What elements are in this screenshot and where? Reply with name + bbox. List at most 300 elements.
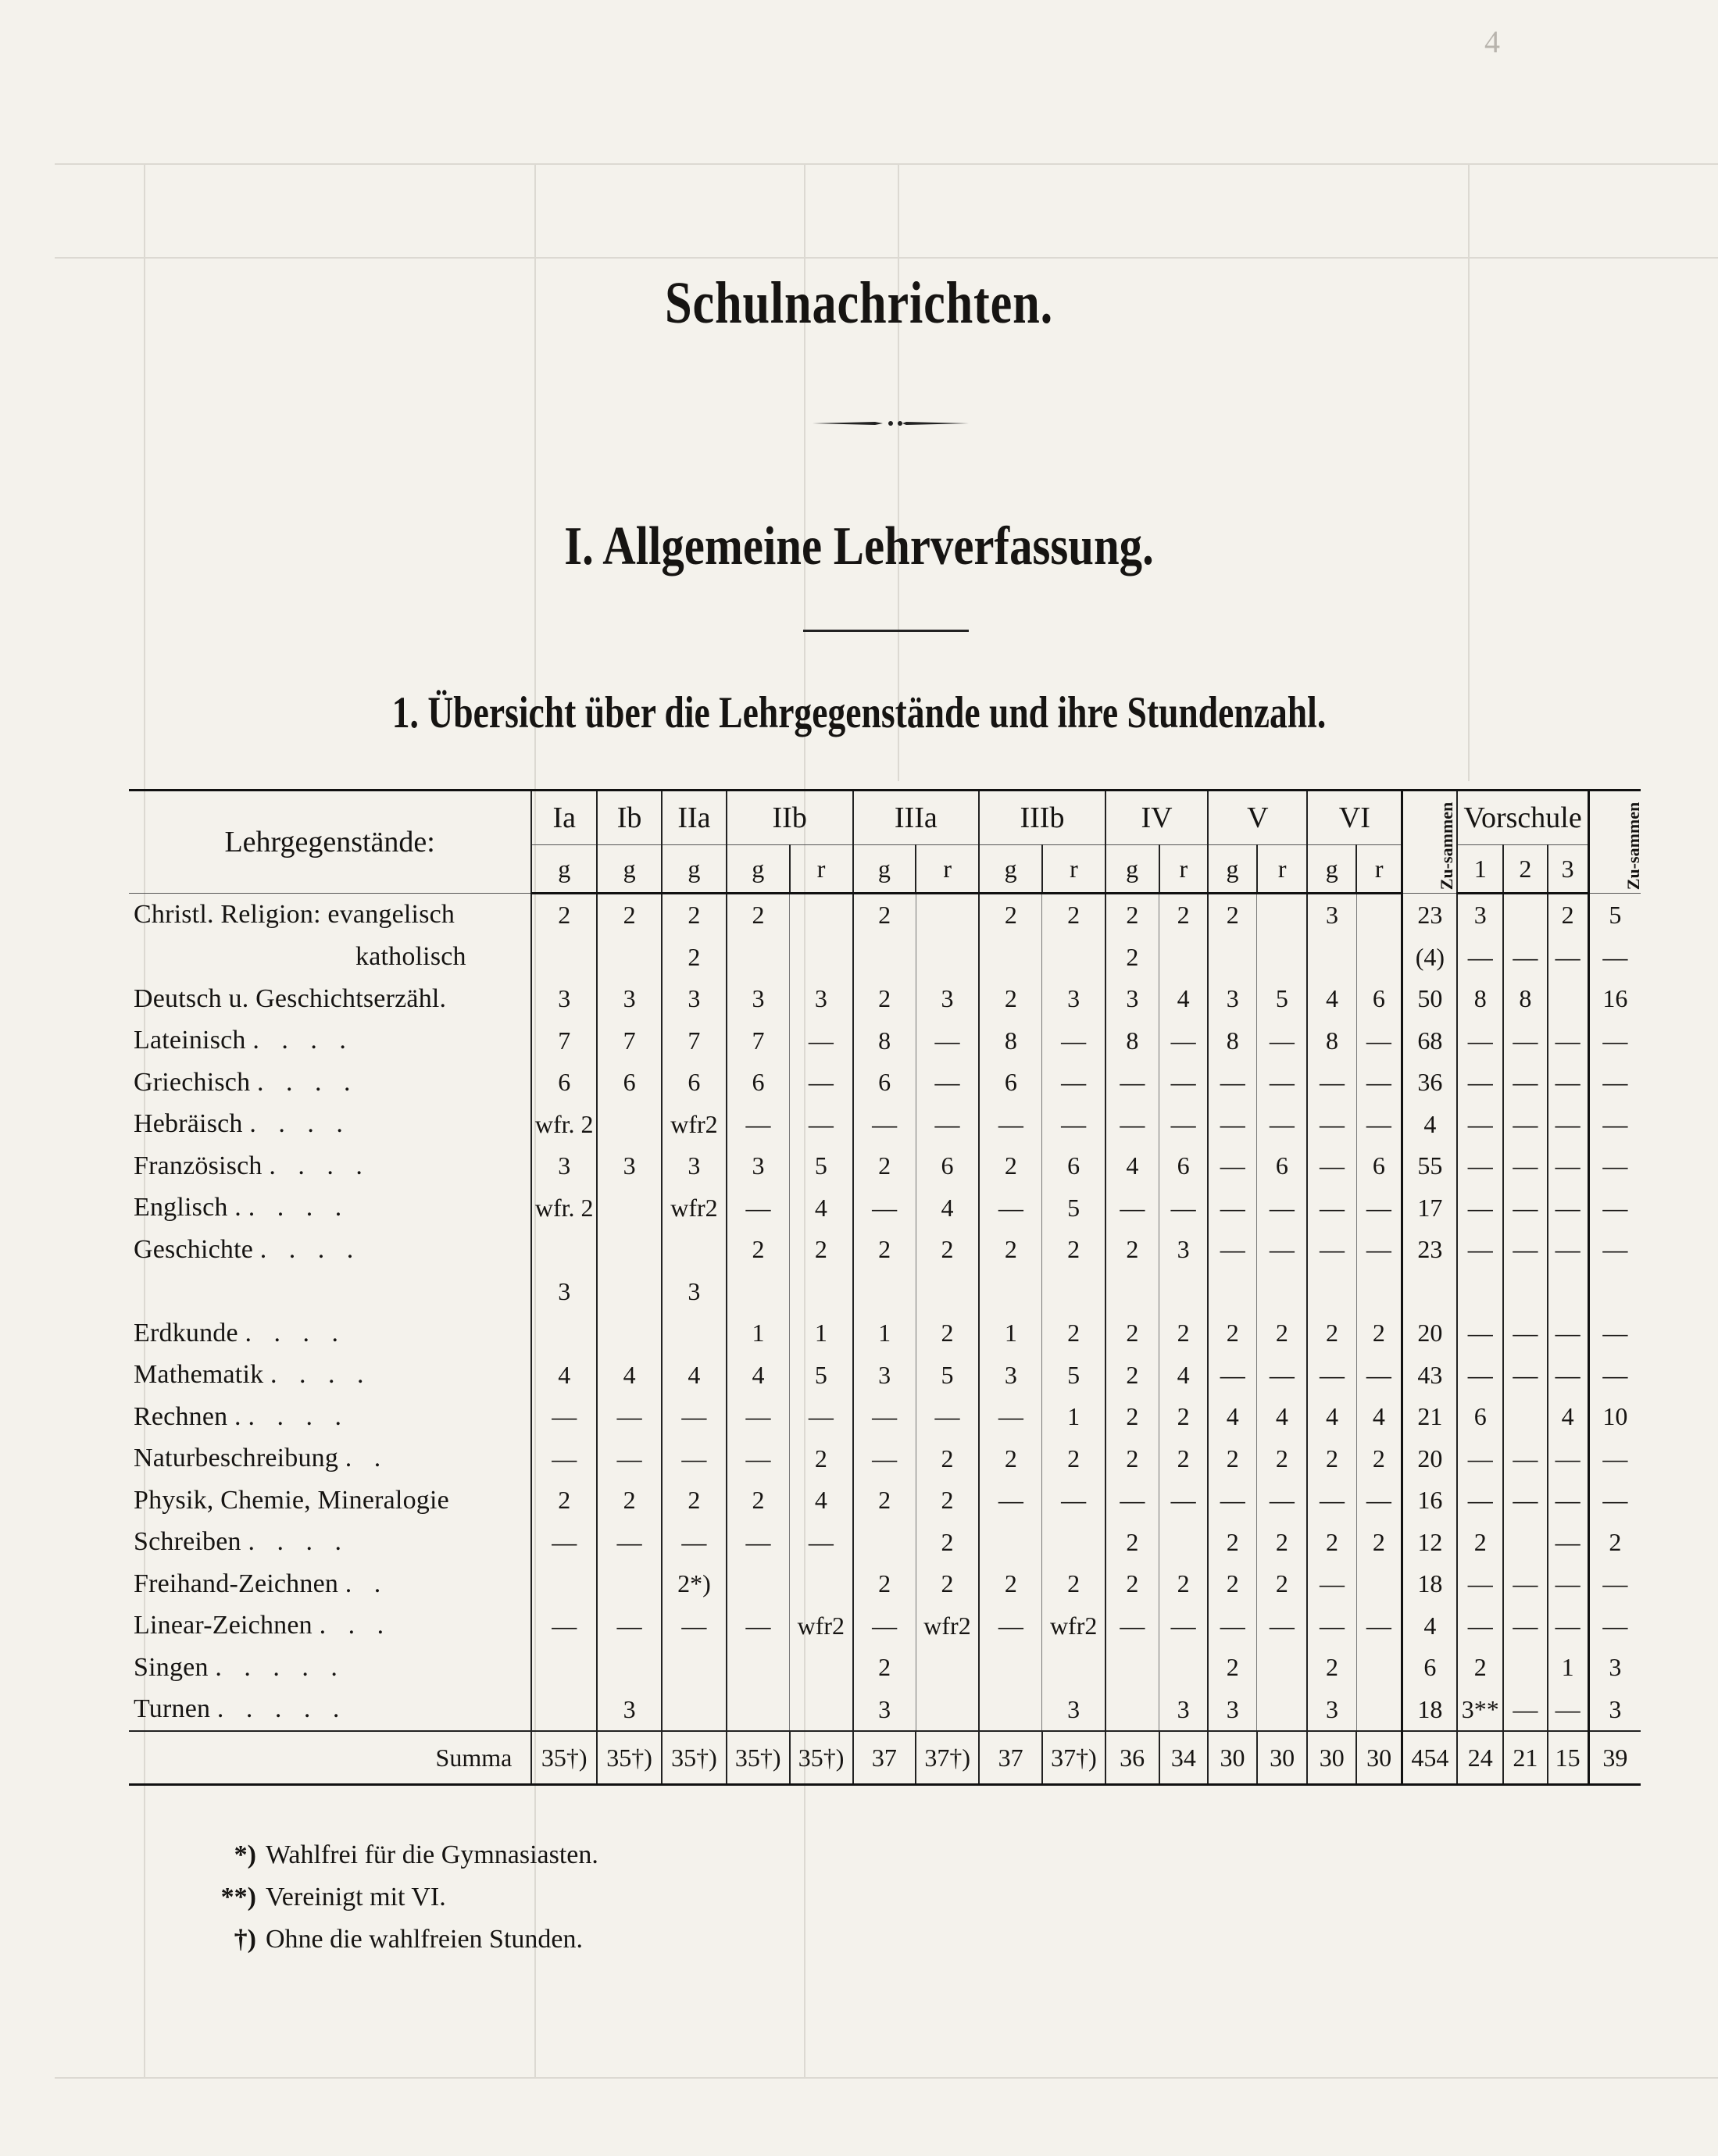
table-cell: 3 — [597, 1145, 662, 1187]
table-cell: 6 — [597, 1062, 662, 1104]
table-cell — [979, 1647, 1042, 1689]
table-cell: 2 — [1159, 894, 1209, 937]
summa-cell: 30 — [1356, 1731, 1402, 1785]
table-cell — [1042, 1271, 1105, 1313]
table-cell: wfr2 — [790, 1605, 853, 1647]
table-cell — [727, 1563, 790, 1605]
table-cell: — — [916, 1020, 979, 1062]
table-cell — [1503, 1396, 1548, 1438]
table-cell: — — [597, 1605, 662, 1647]
table-row — [129, 1480, 1641, 1522]
table-cell: — — [727, 1187, 790, 1230]
table-cell: 4 — [1307, 1396, 1356, 1438]
table-cell: — — [790, 1522, 853, 1564]
table-cell: 6 — [1457, 1396, 1503, 1438]
vorschule-sub-1: 1 — [1457, 845, 1503, 894]
table-cell: — — [1307, 1355, 1356, 1397]
table-cell: 2 — [1307, 1522, 1356, 1564]
table-cell: — — [1548, 1187, 1589, 1230]
table-cell: 2 — [1307, 1647, 1356, 1689]
table-cell: 3 — [531, 1271, 597, 1313]
table-cell: 55 — [1402, 1145, 1458, 1187]
class-header-iiia: IIIa — [853, 791, 980, 845]
table-cell — [790, 1647, 853, 1689]
summa-label: Summa — [129, 1731, 531, 1785]
table-cell: — — [1307, 1145, 1356, 1187]
table-cell: 2 — [916, 1229, 979, 1271]
summa-cell: 37 — [979, 1731, 1042, 1785]
table-cell: 2 — [662, 1480, 727, 1522]
table-cell: — — [1503, 1605, 1548, 1647]
table-cell: 4 — [916, 1187, 979, 1230]
table-cell — [531, 1312, 597, 1355]
table-cell: — — [1105, 1480, 1159, 1522]
table-cell: — — [1208, 1062, 1257, 1104]
table-cell: 3 — [597, 978, 662, 1020]
subject-label: Linear-Zeichnen . . . — [134, 1611, 392, 1640]
sub-header-r: r — [1042, 845, 1105, 894]
table-cell: — — [853, 1187, 916, 1230]
table-cell: wfr2 — [916, 1605, 979, 1647]
table-cell: 2 — [979, 978, 1042, 1020]
class-header-iib: IIb — [727, 791, 853, 845]
table-cell: — — [597, 1438, 662, 1480]
table-cell: — — [662, 1522, 727, 1564]
table-cell: 5 — [1257, 978, 1308, 1020]
table-cell: — — [1159, 1480, 1209, 1522]
table-cell: 2 — [662, 937, 727, 979]
table-cell: — — [531, 1438, 597, 1480]
subject-label: Erdkunde . . . . — [134, 1318, 346, 1348]
table-cell — [790, 1271, 853, 1313]
vorschule-sub-3: 3 — [1548, 845, 1589, 894]
table-cell: wfr2 — [1042, 1605, 1105, 1647]
table-row — [129, 1020, 1641, 1062]
subject-label: Turnen . . . . . — [134, 1694, 348, 1724]
section-heading: I. Allgemeine Lehrverfassung. — [564, 516, 1154, 576]
table-cell: 7 — [727, 1020, 790, 1062]
table-cell: — — [1503, 1480, 1548, 1522]
table-cell: 3 — [1588, 1647, 1641, 1689]
table-cell: 2 — [1356, 1438, 1402, 1480]
table-cell: — — [1457, 1229, 1503, 1271]
subject-label: Deutsch u. Geschichtserzähl. — [134, 983, 447, 1013]
subject-label: Singen . . . . . — [134, 1652, 345, 1682]
table-cell: — — [979, 1480, 1042, 1522]
table-cell: — — [727, 1396, 790, 1438]
table-cell: — — [1588, 1355, 1641, 1397]
table-cell: 2 — [1208, 1563, 1257, 1605]
table-cell: — — [1356, 1229, 1402, 1271]
table-cell: — — [1356, 1187, 1402, 1230]
table-cell — [531, 1563, 597, 1605]
table-cell: 4 — [790, 1480, 853, 1522]
table-row — [129, 1396, 1641, 1438]
table-cell: 3 — [727, 1145, 790, 1187]
table-cell: 18 — [1402, 1563, 1458, 1605]
table-cell: 6 — [1042, 1145, 1105, 1187]
table-cell: — — [1356, 1605, 1402, 1647]
table-cell: — — [1257, 1104, 1308, 1146]
table-cell: — — [1159, 1020, 1209, 1062]
table-row — [129, 1229, 1641, 1271]
table-cell: 18 — [1402, 1689, 1458, 1732]
table-cell — [1159, 1647, 1209, 1689]
table-cell: 4 — [1257, 1396, 1308, 1438]
table-cell: 2 — [1257, 1522, 1308, 1564]
table-cell: 2 — [1105, 1563, 1159, 1605]
table-cell: — — [1208, 1480, 1257, 1522]
table-cell: — — [1588, 1438, 1641, 1480]
table-cell — [1457, 1271, 1503, 1313]
table-cell: — — [916, 1104, 979, 1146]
table-cell: 8 — [853, 1020, 916, 1062]
table-cell — [1307, 1271, 1356, 1313]
table-cell: 1 — [790, 1312, 853, 1355]
table-cell: 5 — [1042, 1187, 1105, 1230]
table-cell: 2 — [531, 1480, 597, 1522]
table-cell: 8 — [1307, 1020, 1356, 1062]
table-cell: — — [1257, 1605, 1308, 1647]
table-cell — [597, 1647, 662, 1689]
table-cell: 2 — [979, 1438, 1042, 1480]
table-cell: 3 — [531, 978, 597, 1020]
table-cell: 7 — [662, 1020, 727, 1062]
subject-label: Hebräisch . . . . — [134, 1109, 351, 1139]
class-header-iiib: IIIb — [979, 791, 1105, 845]
table-cell: — — [727, 1438, 790, 1480]
table-cell: 5 — [1588, 894, 1641, 937]
summa-cell: 24 — [1457, 1731, 1503, 1785]
table-cell: 6 — [1257, 1145, 1308, 1187]
table-cell — [727, 1271, 790, 1313]
table-cell: 2 — [979, 1145, 1042, 1187]
table-cell: 16 — [1402, 1480, 1458, 1522]
table-cell: — — [1159, 1104, 1209, 1146]
table-cell: 2 — [790, 1229, 853, 1271]
table-cell: 20 — [1402, 1312, 1458, 1355]
table-cell — [1042, 1647, 1105, 1689]
table-cell: — — [916, 1396, 979, 1438]
table-cell — [1356, 1689, 1402, 1732]
table-cell: 2 — [853, 1647, 916, 1689]
table-cell: 16 — [1588, 978, 1641, 1020]
subject-label — [129, 1271, 531, 1313]
table-cell: — — [1457, 1145, 1503, 1187]
table-cell: 2 — [1042, 1312, 1105, 1355]
table-cell — [662, 1689, 727, 1732]
table-cell: — — [1588, 1020, 1641, 1062]
table-cell: — — [1356, 1020, 1402, 1062]
table-cell: 2 — [1105, 1522, 1159, 1564]
table-cell: 6 — [1356, 978, 1402, 1020]
sub-header-g: g — [662, 845, 727, 894]
table-cell: — — [1307, 1563, 1356, 1605]
table-cell — [1257, 894, 1308, 937]
table-cell: — — [1503, 1145, 1548, 1187]
table-cell: 2 — [597, 1480, 662, 1522]
table-cell: — — [1503, 1355, 1548, 1397]
short-rule — [803, 630, 969, 632]
subject-column-header: Lehrgegenstände: — [129, 791, 531, 894]
table-row — [129, 1187, 1641, 1230]
table-cell — [597, 1104, 662, 1146]
table-cell — [1208, 937, 1257, 979]
table-cell: 2 — [1159, 1396, 1209, 1438]
table-cell: — — [727, 1605, 790, 1647]
table-cell: 2 — [979, 1563, 1042, 1605]
table-cell: — — [1307, 1605, 1356, 1647]
zusammen-header: Zu-sammen — [1402, 791, 1458, 894]
table-cell: 2 — [727, 1480, 790, 1522]
table-cell — [979, 1522, 1042, 1564]
table-cell: 4 — [1402, 1605, 1458, 1647]
table-cell: 2 — [853, 1145, 916, 1187]
table-cell: — — [1105, 1187, 1159, 1230]
table-cell: — — [1588, 1187, 1641, 1230]
summa-cell: 37†) — [1042, 1731, 1105, 1785]
table-cell: — — [1457, 1605, 1503, 1647]
table-cell: 2 — [1105, 1438, 1159, 1480]
table-cell — [1356, 894, 1402, 937]
table-cell — [979, 1689, 1042, 1732]
table-cell — [1159, 1271, 1209, 1313]
subject-label: Geschichte . . . . — [134, 1234, 362, 1264]
table-cell: — — [1588, 1605, 1641, 1647]
sub-header-g: g — [597, 845, 662, 894]
table-cell — [597, 1271, 662, 1313]
table-cell: — — [727, 1522, 790, 1564]
table-cell: — — [1042, 1104, 1105, 1146]
table-cell — [1257, 1647, 1308, 1689]
table-cell: — — [916, 1062, 979, 1104]
table-cell: — — [1457, 1020, 1503, 1062]
table-cell: 3 — [597, 1689, 662, 1732]
table-cell — [790, 1563, 853, 1605]
table-cell: — — [662, 1396, 727, 1438]
page-number-bleed: 4 — [1484, 24, 1500, 59]
subject-label: Freihand-Zeichnen . . — [134, 1569, 389, 1598]
table-cell — [1257, 1271, 1308, 1313]
table-cell: 3 — [1159, 1689, 1209, 1732]
table-cell — [531, 1647, 597, 1689]
table-cell: — — [1307, 1187, 1356, 1230]
summa-row — [129, 1731, 1641, 1785]
table-cell: 6 — [853, 1062, 916, 1104]
table-cell: 2 — [1356, 1312, 1402, 1355]
table-cell — [1503, 1271, 1548, 1313]
table-cell: — — [531, 1522, 597, 1564]
table-cell: 5 — [916, 1355, 979, 1397]
table-cell: 2 — [1208, 894, 1257, 937]
table-cell: — — [1503, 1438, 1548, 1480]
table-cell: — — [1548, 1563, 1589, 1605]
subject-label: Englisch . . . . . — [134, 1193, 350, 1223]
table-cell: 2 — [1208, 1522, 1257, 1564]
table-cell: 8 — [1208, 1020, 1257, 1062]
table-cell: 36 — [1402, 1062, 1458, 1104]
table-cell: — — [1588, 1480, 1641, 1522]
lehrgegenstaende-table — [129, 789, 1641, 1786]
table-cell: — — [1503, 937, 1548, 979]
table-cell: — — [1105, 1605, 1159, 1647]
subject-label: Christl. Religion: evangelisch — [134, 900, 455, 930]
table-cell: 2 — [1457, 1647, 1503, 1689]
table-cell: 3 — [1588, 1689, 1641, 1732]
table-cell: — — [1457, 1438, 1503, 1480]
table-row — [129, 1647, 1641, 1689]
table-cell: — — [1548, 937, 1589, 979]
table-cell: 2 — [1105, 894, 1159, 937]
table-cell: 2 — [1356, 1522, 1402, 1564]
table-cell — [1503, 894, 1548, 937]
table-cell: 3 — [1208, 978, 1257, 1020]
table-cell: 2 — [916, 1563, 979, 1605]
table-cell: — — [662, 1438, 727, 1480]
table-cell: — — [597, 1396, 662, 1438]
table-cell: 3 — [790, 978, 853, 1020]
table-cell: 6 — [979, 1062, 1042, 1104]
subject-label: Schreiben . . . . — [134, 1527, 349, 1557]
sub-header-r: r — [1356, 845, 1402, 894]
table-cell: 12 — [1402, 1522, 1458, 1564]
table-cell: — — [979, 1104, 1042, 1146]
table-cell: — — [727, 1104, 790, 1146]
table-cell: — — [1457, 1104, 1503, 1146]
table-cell — [727, 1647, 790, 1689]
table-cell: 2 — [1042, 1563, 1105, 1605]
table-cell — [790, 894, 853, 937]
table-cell: — — [1457, 1312, 1503, 1355]
table-cell: 3 — [1105, 978, 1159, 1020]
table-cell: 68 — [1402, 1020, 1458, 1062]
table-cell: 2 — [1042, 894, 1105, 937]
table-cell: 3 — [1042, 978, 1105, 1020]
table-cell: — — [790, 1062, 853, 1104]
table-cell: — — [1588, 937, 1641, 979]
table-cell: 3 — [979, 1355, 1042, 1397]
table-cell: 2 — [1042, 1229, 1105, 1271]
table-cell — [597, 1312, 662, 1355]
table-cell: — — [531, 1605, 597, 1647]
table-cell: — — [790, 1020, 853, 1062]
table-cell: 2*) — [662, 1563, 727, 1605]
table-cell: — — [1503, 1104, 1548, 1146]
table-cell: — — [1457, 937, 1503, 979]
table-cell: — — [1042, 1020, 1105, 1062]
subject-label: Naturbeschreibung . . — [134, 1444, 389, 1473]
table-cell — [1356, 1563, 1402, 1605]
table-cell: 3 — [1042, 1689, 1105, 1732]
table-cell: — — [1457, 1062, 1503, 1104]
sub-header-g: g — [853, 845, 916, 894]
table-cell: 2 — [1457, 1522, 1503, 1564]
table-cell: — — [1257, 1229, 1308, 1271]
table-cell: 1 — [979, 1312, 1042, 1355]
table-cell: 3** — [1457, 1689, 1503, 1732]
summa-cell: 35†) — [597, 1731, 662, 1785]
table-cell: 4 — [1356, 1396, 1402, 1438]
table-cell: 3 — [1307, 1689, 1356, 1732]
table-cell: 50 — [1402, 978, 1458, 1020]
class-header-iia: IIa — [662, 791, 727, 845]
table-cell — [1257, 1689, 1308, 1732]
table-cell: wfr2 — [662, 1187, 727, 1230]
table-cell: 23 — [1402, 1229, 1458, 1271]
table-cell: — — [1548, 1020, 1589, 1062]
table-cell — [531, 1689, 597, 1732]
table-cell: — — [1208, 1145, 1257, 1187]
sub-header-g: g — [1105, 845, 1159, 894]
summa-cell: 39 — [1588, 1731, 1641, 1785]
table-cell — [597, 1563, 662, 1605]
summa-cell: 36 — [1105, 1731, 1159, 1785]
table-cell — [853, 1522, 916, 1564]
table-cell: 2 — [1159, 1438, 1209, 1480]
table-cell: 2 — [1257, 1438, 1308, 1480]
table-row — [129, 1522, 1641, 1564]
table-cell: 2 — [1159, 1312, 1209, 1355]
table-cell — [1042, 937, 1105, 979]
table-cell: — — [1548, 1145, 1589, 1187]
table-cell: 3 — [662, 1145, 727, 1187]
table-cell: 10 — [1588, 1396, 1641, 1438]
table-cell: — — [1208, 1605, 1257, 1647]
zusammen2-header: Zu-sammen — [1588, 791, 1641, 894]
table-cell: 2 — [1257, 1563, 1308, 1605]
table-cell: — — [1208, 1229, 1257, 1271]
table-cell — [979, 937, 1042, 979]
table-row — [129, 1062, 1641, 1104]
table-cell: 4 — [1159, 978, 1209, 1020]
table-cell — [1042, 1522, 1105, 1564]
table-cell: 4 — [790, 1187, 853, 1230]
subject-label: Mathematik . . . . — [134, 1360, 372, 1390]
table-cell — [1356, 937, 1402, 979]
table-cell: 3 — [853, 1355, 916, 1397]
table-body — [129, 894, 1641, 1785]
table-cell: — — [1105, 1062, 1159, 1104]
table-row — [129, 1605, 1641, 1647]
table-cell: 2 — [1105, 1396, 1159, 1438]
table-cell: — — [1257, 1355, 1308, 1397]
table-cell: wfr. 2 — [531, 1104, 597, 1146]
class-header-ib: Ib — [597, 791, 662, 845]
page-title: Schulnachrichten. — [665, 270, 1053, 336]
table-row — [129, 1563, 1641, 1605]
ornament-divider — [813, 419, 969, 428]
table-cell: — — [853, 1605, 916, 1647]
table-cell — [916, 1271, 979, 1313]
table-cell: 2 — [853, 978, 916, 1020]
table-cell: 3 — [662, 978, 727, 1020]
table-cell: 2 — [727, 1229, 790, 1271]
table-cell — [1105, 1647, 1159, 1689]
table-cell — [1356, 1647, 1402, 1689]
table-cell — [916, 1689, 979, 1732]
table-cell — [916, 894, 979, 937]
table-cell — [1503, 1647, 1548, 1689]
table-cell — [853, 937, 916, 979]
table-cell: — — [1588, 1563, 1641, 1605]
table-row — [129, 1271, 1641, 1313]
table-cell: 8 — [979, 1020, 1042, 1062]
table-cell: — — [1042, 1480, 1105, 1522]
class-header-iv: IV — [1105, 791, 1208, 845]
table-cell: 2 — [1159, 1563, 1209, 1605]
table-cell: 1 — [1548, 1647, 1589, 1689]
table-cell: 21 — [1402, 1396, 1458, 1438]
